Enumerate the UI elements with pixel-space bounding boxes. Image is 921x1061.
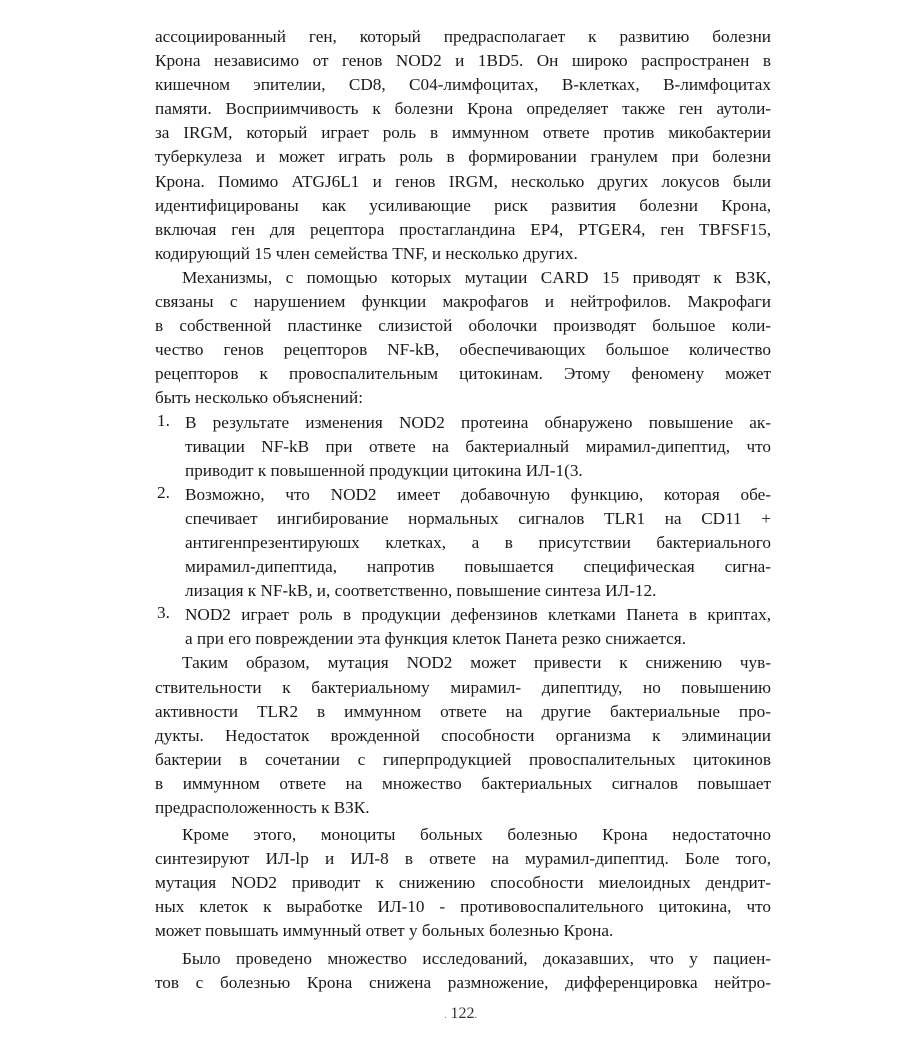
text-line: в собственной пластинке слизистой оболочки производят большое коли- [155,316,771,336]
text-line: мутация NOD2 приводит к снижению способности миелоидных дендрит- [155,873,771,893]
list-item [155,603,771,651]
text-line: а при его повреждении эта функция клеток Панета резко снижается. [185,629,686,649]
text-line: кодирующий 15 член семейства TNF, и несколько других. [155,243,578,263]
text-line: ствительности к бактериальному мирамил- дипептиду, но повышению [155,677,771,697]
list-item [155,411,771,483]
text-line: Крона независимо от генов NOD2 и 1BD5. Он широко распространен в [155,51,771,71]
text-line: связаны с нарушением функции макрофагов и нейтрофилов. Макрофаги [155,292,771,312]
text-line: предрасположенность к ВЗК. [155,798,370,817]
text-line: мирамил-дипептида, напротив повышается специфическая сигна- [185,557,771,577]
page-mark: . [474,1010,477,1021]
list-number: 3. [157,603,170,623]
text-line: быть несколько объяснений: [155,388,363,408]
text-line: дукты. Недостаток врожденной способности организма к элиминации [155,725,771,745]
text-line: тивации NF-kB при ответе на бактериалный мирамил-дипептид, что [185,436,771,456]
text-line: Таким образом, мутация NOD2 может привести к снижению чув- [182,653,771,673]
text-line: идентифицированы как усиливающие риск развития болезни Крона, [155,195,771,215]
text-line: Механизмы, с помощью которых мутации CARD 15 приводят к ВЗК, [182,267,771,287]
page-number: 122 [450,1005,475,1022]
text-line: антигенпрезентируюшх клетках, а в присутствии бактериального [185,532,771,552]
text-line: туберкулеза и может играть роль в формировании гранулем при болезни [155,147,771,167]
text-line: тов с болезнью Крона снижена размножение, дифференцировка нейтро- [155,972,771,992]
page-mark: . [444,1010,447,1021]
text-line: Кроме этого, моноциты больных болезнью Крона недостаточно [182,825,771,845]
text-line: за IRGM, который играет роль в иммунном ответе против микобактерии [155,123,771,143]
text-line: Было проведено множество исследований, доказавших, что у пациен- [182,948,771,968]
text-line: лизация к NF-kB, и, соответственно, повышение синтеза ИЛ-12. [185,581,657,601]
text-line: рецепторов к провоспалительным цитокинам. Этому феномену может [155,364,771,384]
text-line: ных клеток к выработке ИЛ-10 - противовоспалительного цитокина, что [155,897,771,917]
text-line: синтезируют ИЛ-lp и ИЛ-8 в ответе на мурамил-дипептид. Боле того, [155,849,771,869]
text-line: бактерии в сочетании с гиперпродукцией провоспалительных цитокинов [155,749,771,769]
text-line: Возможно, что NOD2 имеет добавочную функцию, которая обе- [185,484,771,504]
text-line: чество генов рецепторов NF-kB, обеспечивающих большое количество [155,340,771,360]
text-block [155,25,771,995]
text-line: спечивает ингибирование нормальных сигналов TLR1 на CD11 + [185,508,771,528]
page-number-footer [0,1005,921,1023]
text-line: может повышать иммунный ответ у больных болезнью Крона. [155,921,614,941]
list-number: 2. [157,482,170,502]
text-line: кишечном эпителии, CD8, С04-лимфоцитах, В-клетках, В-лимфоцитах [155,75,771,95]
list-item [155,483,771,603]
text-line: активности TLR2 в иммунном ответе на другие бактериальные про- [155,701,771,721]
text-line: включая ген для рецептора простагландина ЕР4, PTGER4, ген TBFSF15, [155,219,771,239]
text-line: приводит к повышенной продукции цитокина ИЛ-1(3. [185,460,583,480]
list-number: 1. [157,410,170,430]
text-line: Крона. Помимо ATGJ6L1 и генов IRGM, несколько других локусов были [155,171,771,191]
text-line: памяти. Восприимчивость к болезни Крона определяет также ген аутоли- [155,99,771,119]
text-line: ассоциированный ген, который предрасполагает к развитию болезни [155,27,771,46]
text-line: NOD2 играет роль в продукции дефензинов клетками Панета в криптах, [185,605,771,625]
text-line: в иммунном ответе на множество бактериальных сигналов повышает [155,773,771,793]
text-line: В результате изменения NOD2 протеина обнаружено повышение ак- [185,412,771,432]
